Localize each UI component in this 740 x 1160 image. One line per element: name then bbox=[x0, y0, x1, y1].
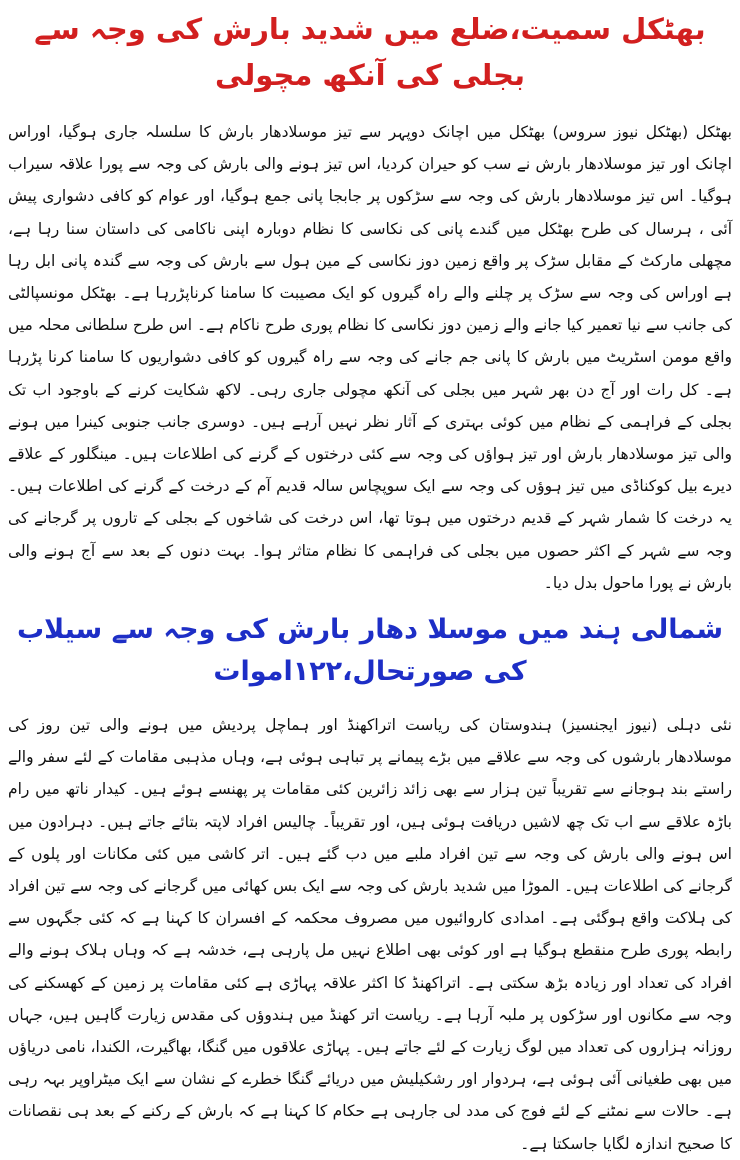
article-rain-bhatkal bbox=[8, 6, 732, 599]
article-north-india-floods bbox=[8, 609, 732, 1160]
article-2-body: نئی دہلی (نیوز ایجنسیز) ہندوستان کی ریاست اتراکھنڈ اور ہماچل پردیش میں ہونے والی تین روز کی موسلادھار بارشوں کی وجہ سے علاقے میں بڑے پیمانے پر تباہی ہوئی ہے، وہاں مذہبی مقامات کے لئے سفر والے راستے بند ہوجانے سے تقریباً تین ہزار سے بھی زائد زائرین کئی مقامات پر پھنسے ہوئے ہیں۔ کیدار ناتھ میں رام باڑہ علاقے سے اب تک چھ لاشیں دریافت ہوئی ہیں، اور تقریباً۔ چالیس افراد لاپتہ بتائے جاتے ہیں۔ دہرادون میں اس ہونے والی بارش کی وجہ سے تین افراد ملبے میں دب گئے ہیں۔ اتر کاشی میں کئی مکانات اور پلوں کے گرجانے کی اطلاعات ہیں۔ الموڑا میں شدید بارش کی وجہ سے ایک بس کھائی میں گرجانے کی وجہ سے تین افراد کی ہلاکت واقع ہوگئی ہے۔ امدادی کاروائیوں میں مصروف محکمہ کے افسران کا کہنا ہے کہ کئی جگہوں سے رابطہ پوری طرح منقطع ہوگیا ہے اور کوئی بھی اطلاع نہیں مل پارہی ہے، خدشہ ہے کہ وہاں ہلاک ہونے والے افراد کی تعداد اور زیادہ بڑھ سکتی ہے۔ اتراکھنڈ کا اکثر علاقہ پہاڑی ہے کئی مقامات پر زمین کے کھسکنے کی وجہ سے مکانوں اور سڑکوں پر ملبہ آرہا ہے۔ ریاست اتر کھنڈ میں ہندوؤں کی مقدس زیارت گاہیں ہیں، جہاں روزانہ ہزاروں کی تعداد میں لوگ زیارت کے لئے جاتے ہیں۔ پہاڑی علاقوں میں گنگا، بھاگیرت، الکندا، نامی دریاؤں میں بھی طغیانی آئی ہوئی ہے، ہردوار اور رشکیلیش میں دریائے گنگا خطرے کے نشان سے ایک میٹراوپر بہہ رہی ہے۔ حالات سے نمٹنے کے لئے فوج کی مدد لی جارہی ہے حکام کا کہنا ہے کہ بارش کے رکنے کے بعد ہی نقصانات کا صحیح اندازہ لگایا جاسکتا ہے۔ bbox=[8, 716, 732, 1153]
article-2-headline: شمالی ہند میں موسلا دھار بارش کی وجہ سے سیلاب کی صورتحال،۱۲۲اموات bbox=[16, 614, 723, 688]
article-1-body: بھٹکل (بھٹکل نیوز سروس) بھٹکل میں اچانک دوپہر سے تیز موسلادھار بارش کا سلسلہ جاری ہوگیا، اوراس اچانک اور تیز موسلادھار بارش نے سب کو حیران کردیا، اس تیز ہونے والی بارش کی وجہ سے پورا علاقہ سیراب ہوگیا۔ اس تیز موسلادھار بارش کی وجہ سے سڑکوں پر جابجا پانی جمع ہوگیا، اور عوام کو کافی دشواری پیش آئی ، ہرسال کی طرح بھٹکل میں گندے پانی کی نکاسی کا نظام دوبارہ اپنی ناکامی کی داستان سنا رہا ہے، مچھلی مارکٹ کے مقابل سڑک پر واقع زمین دوز نکاسی کے مین ہول سے بارش کی وجہ سے گندہ پانی ابل رہا ہے اوراس کی وجہ سے سڑک پر چلنے والے راہ گیروں کو ایک مصیبت کا سامنا کرناپڑرہا ہے۔ بھٹکل مونسپالٹی کی جانب سے نیا تعمیر کیا جانے والے زمین دوز نکاسی کا نظام پوری طرح ناکام ہے۔ اس طرح سلطانی محلہ میں واقع مومن اسٹریٹ میں بارش کا پانی جم جانے کی وجہ سے راہ گیروں کو کافی دشواریوں کا سامنا کرنا پڑرہا ہے۔ کل رات اور آج دن بھر شہر میں بجلی کی آنکھ مچولی جاری رہی۔ لاکھ شکایت کرنے کے باوجود اب تک بجلی کے فراہمی کے نظام میں کوئی بہتری کے آثار نظر نہیں آرہے ہیں۔ دوسری جانب جنوبی کینرا میں ہونے والی تیز موسلادھار بارش اور تیز ہواؤں کی وجہ سے کئی درختوں کے گرنے کی اطلاعات ہیں۔ مینگلور کے علاقے دیرے بیل کوکناڈی میں تیز ہوؤں کی وجہ سے ایک سوپچاس سالہ قدیم آم کے درخت کے گرنے کی اطلاعات ہیں۔ یہ درخت کا شمار شہر کے قدیم درختوں میں ہوتا تھا، اس درخت کی شاخوں کے بجلی کے تاروں پر گرجانے کی وجہ سے شہر کے اکثر حصوں میں بجلی کی فراہمی کا نظام متاثر ہوا۔ بہت دنوں کے بعد سے آج ہونے والی بارش نے پورا ماحول بدل دیا۔ bbox=[8, 123, 732, 592]
article-1-headline: بھٹکل سمیت،ضلع میں شدید بارش کی وجہ سے بجلی کی آنکھ مچولی bbox=[34, 12, 706, 92]
